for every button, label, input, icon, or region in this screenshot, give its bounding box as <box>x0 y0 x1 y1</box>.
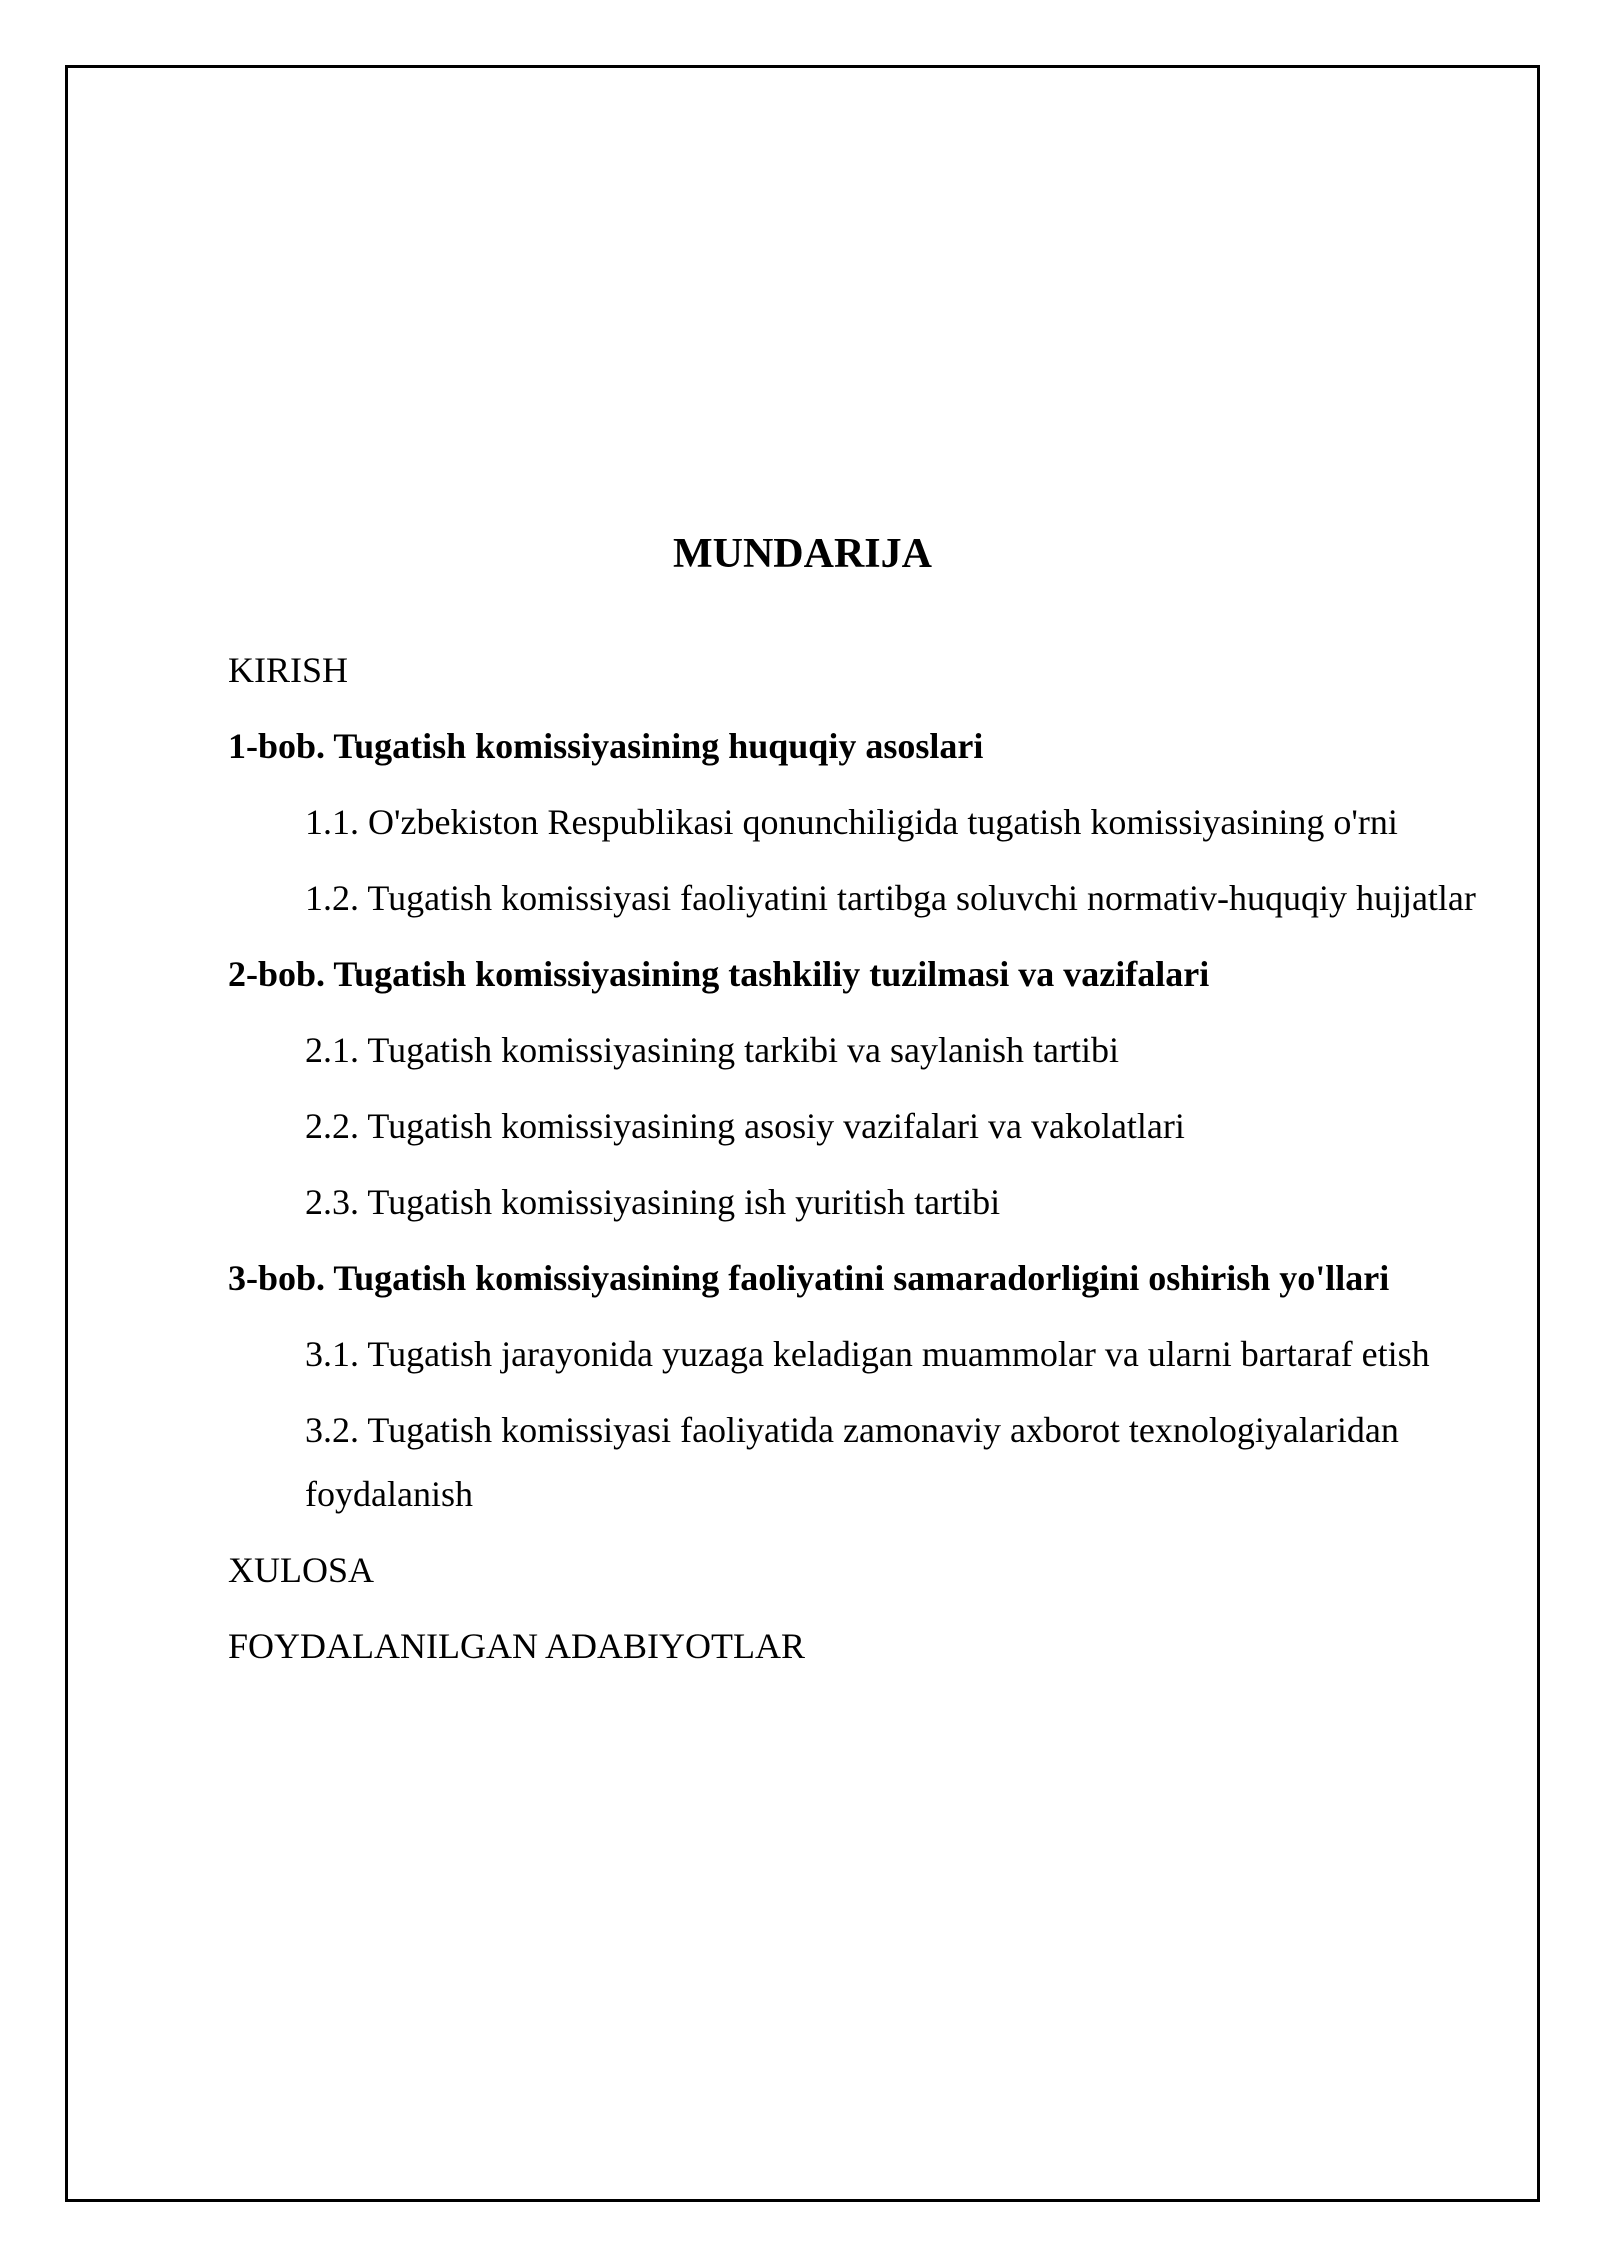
toc-section-1-1: 1.1. O'zbekiston Respublikasi qonunchiligida tugatish komissiyasining o'rni <box>305 802 1398 842</box>
toc-section-3-2: 3.2. Tugatish komissiyasi faoliyatida zamonaviy axborot texnologiyalaridan foydalanish <box>305 1410 1399 1514</box>
page-title: MUNDARIJA <box>673 531 932 577</box>
toc-chapter-1: 1-bob. Tugatish komissiyasining huquqiy asoslari <box>228 726 984 766</box>
toc-section-2-1: 2.1. Tugatish komissiyasining tarkibi va saylanish tartibi <box>305 1030 1119 1070</box>
toc-entry-references: FOYDALANILGAN ADABIYOTLAR <box>228 1626 805 1666</box>
table-of-contents <box>228 638 1518 1690</box>
toc-chapter-2: 2-bob. Tugatish komissiyasining tashkiliy tuzilmasi va vazifalari <box>228 954 1210 994</box>
toc-section-1-2: 1.2. Tugatish komissiyasi faoliyatini tartibga soluvchi normativ-huquqiy hujjatlar <box>305 878 1476 918</box>
toc-section-2-2: 2.2. Tugatish komissiyasining asosiy vazifalari va vakolatlari <box>305 1106 1185 1146</box>
toc-section-3-1: 3.1. Tugatish jarayonida yuzaga keladigan muammolar va ularni bartaraf etish <box>305 1334 1430 1374</box>
toc-entry-introduction: KIRISH <box>228 650 349 690</box>
toc-section-2-3: 2.3. Tugatish komissiyasining ish yuritish tartibi <box>305 1182 1001 1222</box>
toc-chapter-3: 3-bob. Tugatish komissiyasining faoliyatini samaradorligini oshirish yo'llari <box>228 1258 1390 1298</box>
toc-entry-conclusion: XULOSA <box>228 1550 375 1590</box>
